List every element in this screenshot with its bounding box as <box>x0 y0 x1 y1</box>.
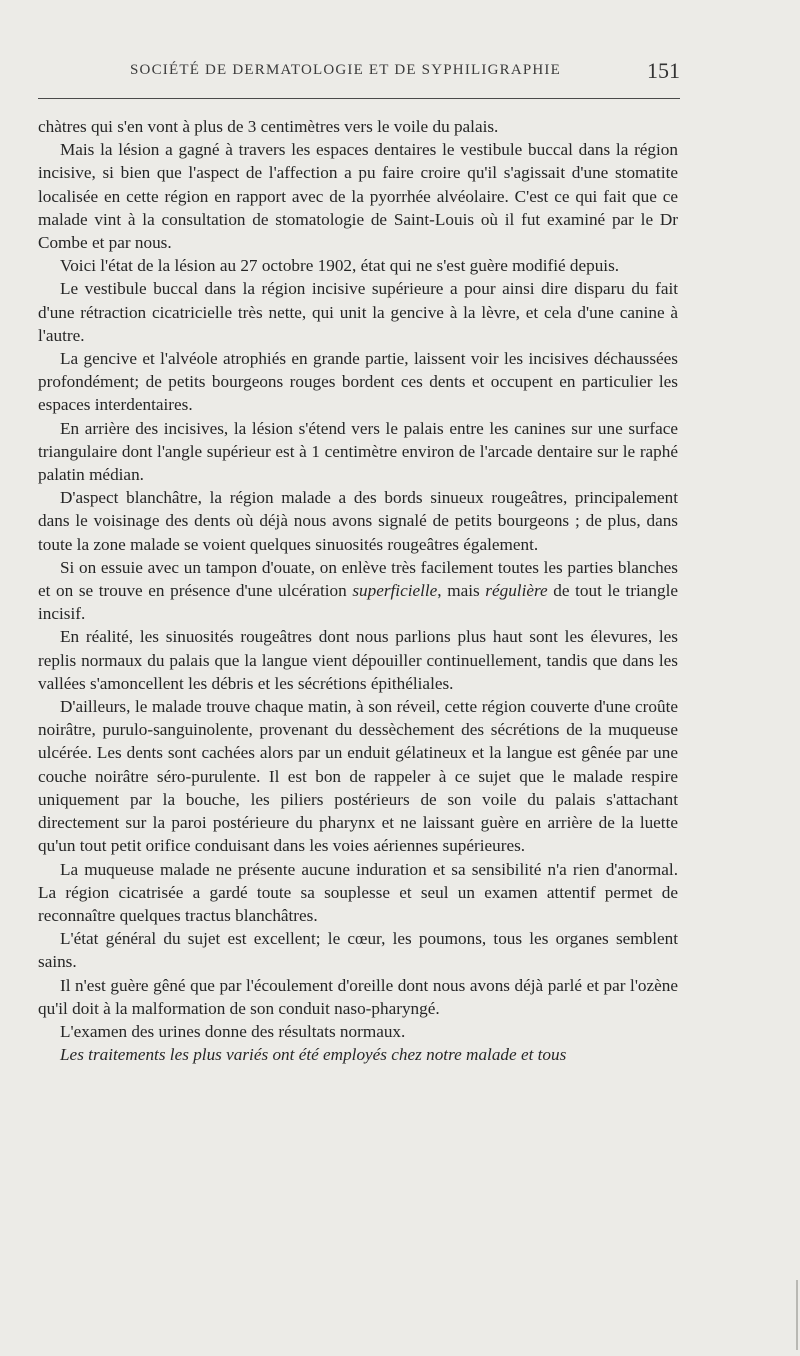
paragraph: chàtres qui s'en vont à plus de 3 centimètres vers le voile du palais. <box>38 117 499 136</box>
page-number: 151 <box>647 58 680 83</box>
paragraph <box>38 1043 678 1066</box>
paragraph-text: , mais <box>437 581 486 601</box>
paragraph: Voici l'état de la lésion au 27 octobre 1902, état qui ne s'est guère modifié depuis. <box>60 256 620 276</box>
paragraph: Le vestibule buccal dans la région incisive supérieure a pour ainsi dire disparu du fait d'une rétraction cicatricielle très nette, qui unit la gencive à la lèvre, et cela d'une canine à l'autre. <box>38 279 678 345</box>
paragraph: D'aspect blanchâtre, la région malade a des bords sinueux rougeâtres, principalement dans le voisinage des dents où déjà nous avons signalé de petits bourgeons ; de plus, dans toute la zone malade se voient quelques sinuosités rougeâtres également. <box>38 488 678 554</box>
paragraph: Il n'est guère gêné que par l'écoulement d'oreille dont nous avons déjà parlé et par l'ozène qu'il doit à la malformation de son conduit naso-pharyngé. <box>38 975 678 1018</box>
italic-paragraph: Les traitements les plus variés ont été employés chez notre malade et tous <box>60 1045 567 1065</box>
paragraph: En arrière des incisives, la lésion s'étend vers le palais entre les canines sur une surface triangulaire dont l'angle supérieur est à 1 centimètre environ de l'arcade dentaire sur le raphé palatin médian. <box>38 418 678 485</box>
paragraph-text: de tout le triangle incisif. <box>38 581 678 624</box>
page-edge-shadow <box>796 1280 798 1350</box>
paragraph-text: Si on essuie avec un tampon d'ouate, on enlève très facilement toutes les parties blanches et on se trouve en présence d'une ulcération <box>38 557 678 601</box>
paragraph: La gencive et l'alvéole atrophiés en grande partie, laissent voir les incisives déchaussées profondément; de petits bourgeons rouges bordent ces dents et occupent en particulier les espaces interdentaires. <box>38 349 678 415</box>
page-header <box>38 58 680 92</box>
running-title: SOCIÉTÉ DE DERMATOLOGIE ET DE SYPHILIGRAPHIE <box>130 62 561 78</box>
paragraph: La muqueuse malade ne présente aucune induration et sa sensibilité n'a rien d'anormal. La région cicatrisée a gardé toute sa souplesse et seul un examen attentif permet de reconnaître quelques tractus blanchâtres. <box>38 859 678 925</box>
paragraph: L'état général du sujet est excellent; le cœur, les poumons, tous les organes semblent sains. <box>38 929 678 972</box>
header-rule <box>38 98 680 99</box>
paragraph: D'ailleurs, le malade trouve chaque matin, à son réveil, cette région couverte d'une croûte noirâtre, purulo-sanguinolente, provenant du dessèchement des sécrétions de la muqueuse ulcérée. Les dents sont cachées alors par un enduit gélatineux et la langue est gênée par une couche noirâtre séro-purulente. Il est bon de rappeler à ce sujet que le malade respire uniquement par la bouche, les piliers postérieurs de son voile du palais s'attachant directement sur la paroi postérieure du pharynx et ne laissant guère en arrière de la luette qu'un tout petit orifice conduisant dans les voies aériennes supérieures. <box>38 697 678 856</box>
body-text <box>38 115 678 1066</box>
paragraph: Mais la lésion a gagné à travers les espaces dentaires le vestibule buccal dans la région incisive, si bien que l'aspect de l'affection a pu faire croire qu'il s'agissait d'une stomatite localisée en cette région en rapport avec de la pyorrhée alvéolaire. C'est ce qui fait que ce malade vint à la consultation de stomatologie de Saint-Louis où il fut examiné par le Dr Combe et par nous. <box>38 140 678 253</box>
paragraph: L'examen des urines donne des résultats normaux. <box>60 1021 406 1041</box>
paragraph: En réalité, les sinuosités rougeâtres dont nous parlions plus haut sont les élevures, les replis normaux du palais que la langue vient dépouiller continuellement, tandis que dans les vallées s'amoncellent les débris et les sécrétions épithéliales. <box>38 627 678 693</box>
italic-term: superficielle <box>352 581 438 601</box>
italic-term: régulière <box>485 581 548 601</box>
paragraph <box>38 556 678 626</box>
